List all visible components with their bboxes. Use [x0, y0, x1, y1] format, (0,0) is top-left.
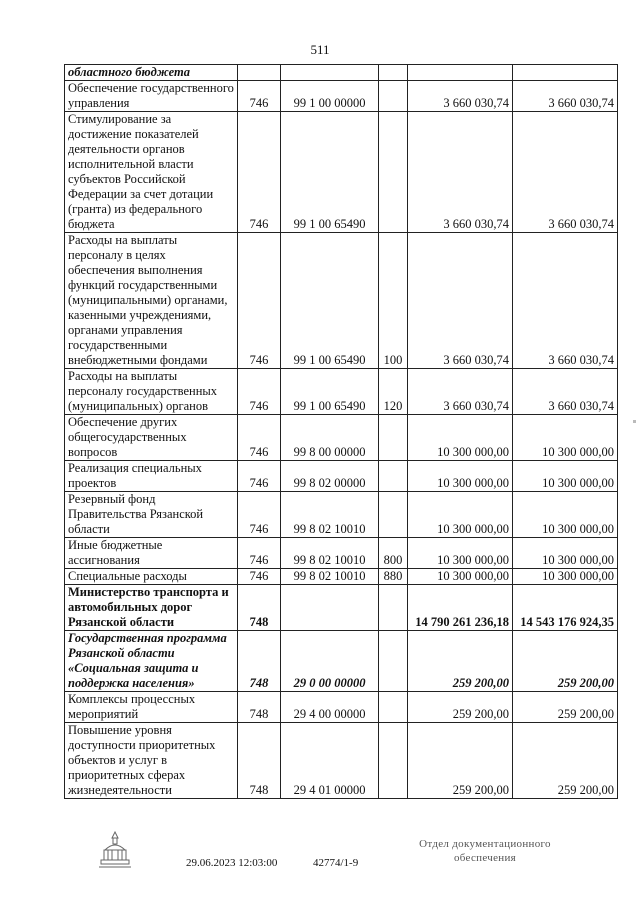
footer-reg-number: 42774/1-9 [313, 857, 359, 869]
cell-ministry-code: 746 [238, 81, 281, 112]
cell-name: Расходы на выплаты персоналу в целях обеспечения выполнения функций государственными (муниципальными) органами, казенными учреждениями, органами управления государственными внебюджетными фондами [65, 233, 238, 369]
cell-expense-type [379, 112, 408, 233]
table-row [65, 492, 618, 538]
cell-ministry-code: 748 [238, 585, 281, 631]
cell-name: Специальные расходы [65, 569, 238, 585]
cell-sum-1: 10 300 000,00 [408, 569, 513, 585]
cell-sum-2: 3 660 030,74 [513, 233, 618, 369]
margin-mark [633, 420, 636, 423]
cell-ministry-code: 746 [238, 369, 281, 415]
cell-sum-1: 10 300 000,00 [408, 461, 513, 492]
cell-name: Расходы на выплаты персоналу государственных (муниципальных) органов [65, 369, 238, 415]
cell-target-article: 99 1 00 65490 [281, 112, 379, 233]
cell-target-article: 99 8 02 00000 [281, 461, 379, 492]
cell-ministry-code: 746 [238, 461, 281, 492]
cell-target-article: 99 1 00 65490 [281, 369, 379, 415]
cell-ministry-code: 746 [238, 415, 281, 461]
cell-name: Стимулирование за достижение показателей деятельности органов исполнительной власти субъектов Российской Федерации за счет дотации (гранта) из федерального бюджета [65, 112, 238, 233]
cell-sum-1: 3 660 030,74 [408, 369, 513, 415]
emblem-icon [97, 830, 133, 870]
cell-sum-2: 259 200,00 [513, 631, 618, 692]
cell-name: Иные бюджетные ассигнования [65, 538, 238, 569]
cell-target-article: 99 1 00 00000 [281, 81, 379, 112]
table-row [65, 538, 618, 569]
cell-sum-2: 10 300 000,00 [513, 461, 618, 492]
cell-sum-1: 10 300 000,00 [408, 538, 513, 569]
cell-expense-type: 100 [379, 233, 408, 369]
cell-name: Комплексы процессных мероприятий [65, 692, 238, 723]
cell-sum-2: 259 200,00 [513, 692, 618, 723]
department-stamp [410, 837, 560, 865]
cell-sum-1: 259 200,00 [408, 631, 513, 692]
table-row [65, 569, 618, 585]
cell-sum-1: 259 200,00 [408, 723, 513, 799]
cell-target-article: 29 4 00 00000 [281, 692, 379, 723]
cell-target-article: 99 8 00 00000 [281, 415, 379, 461]
cell-ministry-code: 746 [238, 569, 281, 585]
cell-expense-type [379, 492, 408, 538]
cell-name: Обеспечение государственного управления [65, 81, 238, 112]
cell-sum-2: 14 543 176 924,35 [513, 585, 618, 631]
cell-target-article: 99 1 00 65490 [281, 233, 379, 369]
cell-ministry-code: 746 [238, 112, 281, 233]
cell-target-article: 99 8 02 10010 [281, 492, 379, 538]
cell-expense-type [379, 415, 408, 461]
table-row [65, 461, 618, 492]
cell-sum-2: 10 300 000,00 [513, 538, 618, 569]
cell-target-article: 99 8 02 10010 [281, 538, 379, 569]
cell-sum-2: 10 300 000,00 [513, 569, 618, 585]
table-row [65, 81, 618, 112]
table-row [65, 692, 618, 723]
cell-sum-2: 259 200,00 [513, 723, 618, 799]
cell-ministry-code: 746 [238, 233, 281, 369]
empty-cell [281, 65, 379, 81]
page-number: 511 [310, 42, 330, 57]
budget-table [64, 64, 618, 799]
cell-sum-2: 3 660 030,74 [513, 112, 618, 233]
continued-label: областного бюджета [65, 65, 238, 81]
cell-sum-2: 10 300 000,00 [513, 415, 618, 461]
cell-ministry-code: 748 [238, 631, 281, 692]
table-row [65, 369, 618, 415]
cell-name: Резервный фонд Правительства Рязанской области [65, 492, 238, 538]
cell-sum-1: 3 660 030,74 [408, 112, 513, 233]
cell-sum-1: 10 300 000,00 [408, 415, 513, 461]
cell-sum-1: 10 300 000,00 [408, 492, 513, 538]
empty-cell [238, 65, 281, 81]
cell-target-article: 99 8 02 10010 [281, 569, 379, 585]
cell-sum-1: 3 660 030,74 [408, 233, 513, 369]
cell-sum-2: 3 660 030,74 [513, 369, 618, 415]
table-row [65, 112, 618, 233]
cell-sum-2: 10 300 000,00 [513, 492, 618, 538]
empty-cell [513, 65, 618, 81]
cell-expense-type [379, 631, 408, 692]
cell-expense-type: 120 [379, 369, 408, 415]
cell-ministry-code: 748 [238, 723, 281, 799]
cell-ministry-code: 746 [238, 492, 281, 538]
cell-name: Министерство транспорта и автомобильных дорог Рязанской области [65, 585, 238, 631]
cell-expense-type: 800 [379, 538, 408, 569]
cell-expense-type [379, 461, 408, 492]
cell-sum-1: 259 200,00 [408, 692, 513, 723]
table-row [65, 585, 618, 631]
cell-sum-1: 14 790 261 236,18 [408, 585, 513, 631]
cell-target-article: 29 4 01 00000 [281, 723, 379, 799]
empty-cell [379, 65, 408, 81]
cell-sum-1: 3 660 030,74 [408, 81, 513, 112]
table-row [65, 233, 618, 369]
cell-name: Государственная программа Рязанской области «Социальная защита и поддержка населения» [65, 631, 238, 692]
stamp-line-1: Отдел документационного [419, 838, 551, 850]
budget-table-body [65, 65, 618, 799]
cell-expense-type: 880 [379, 569, 408, 585]
cell-expense-type [379, 585, 408, 631]
cell-sum-2: 3 660 030,74 [513, 81, 618, 112]
footer-datetime: 29.06.2023 12:03:00 [186, 857, 278, 869]
empty-cell [408, 65, 513, 81]
table-row [65, 723, 618, 799]
continued-row [65, 65, 618, 81]
table-row [65, 415, 618, 461]
cell-expense-type [379, 692, 408, 723]
cell-name: Реализация специальных проектов [65, 461, 238, 492]
cell-name: Обеспечение других общегосударственных вопросов [65, 415, 238, 461]
table-row [65, 631, 618, 692]
stamp-line-2: обеспечения [453, 852, 517, 864]
cell-target-article: 29 0 00 00000 [281, 631, 379, 692]
cell-target-article [281, 585, 379, 631]
cell-expense-type [379, 81, 408, 112]
cell-ministry-code: 746 [238, 538, 281, 569]
cell-expense-type [379, 723, 408, 799]
cell-name: Повышение уровня доступности приоритетных объектов и услуг в приоритетных сферах жизнедеятельности [65, 723, 238, 799]
cell-ministry-code: 748 [238, 692, 281, 723]
